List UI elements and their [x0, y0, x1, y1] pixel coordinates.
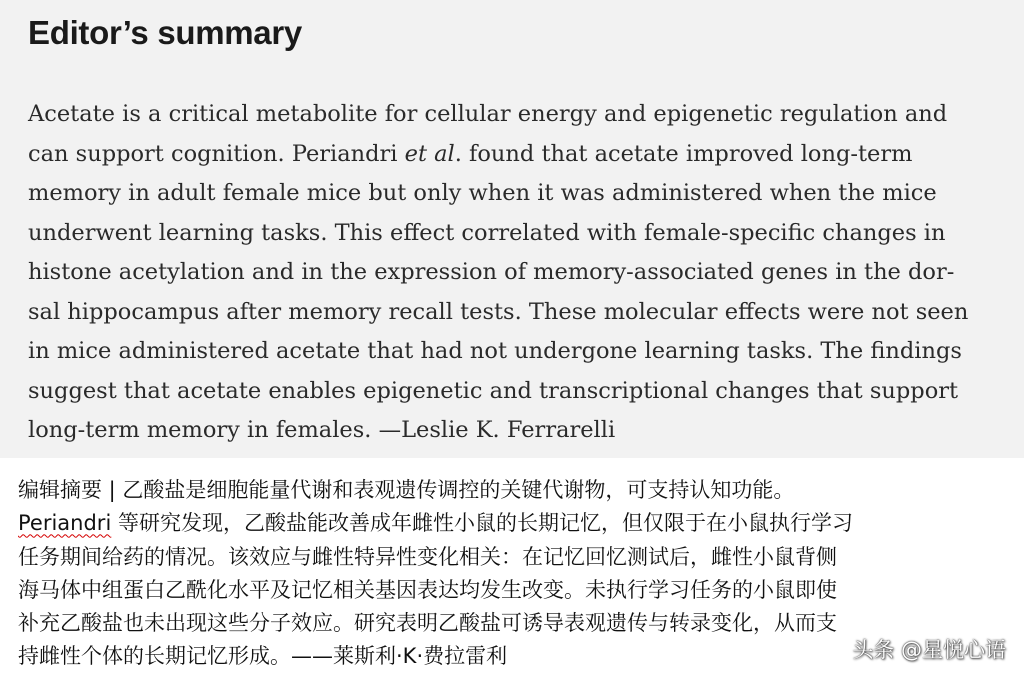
spellcheck-underlined-word: Periandri: [18, 511, 112, 536]
translation-line: [18, 507, 1018, 540]
summary-body: [28, 95, 998, 451]
watermark: 头条 @星悦心语: [852, 638, 1006, 662]
summary-line: sal hippocampus after memory recall tests. These molecular effects were not seen: [28, 298, 969, 325]
summary-line: suggest that acetate enables epigenetic and transcriptional changes that support: [28, 377, 959, 404]
summary-line: Acetate is a critical metabolite for cellular energy and epigenetic regulation and: [28, 101, 948, 127]
translation-line: 任务期间给药的情况。该效应与雌性特异性变化相关：在记忆回忆测试后，雌性小鼠背侧: [18, 544, 837, 569]
translation-text: 等研究发现，乙酸盐能改善成年雌性小鼠的长期记忆，但仅限于在小鼠执行学习: [111, 511, 853, 536]
translation-line: 持雌性个体的长期记忆形成。——莱斯利·K·费拉雷利: [18, 644, 508, 669]
summary-line: underwent learning tasks. This effect correlated with female-specific changes in: [28, 219, 946, 246]
summary-text: can support cognition. Periandri: [28, 140, 405, 167]
summary-text: . found that acetate improved long-term: [454, 140, 913, 167]
summary-line: memory in adult female mice but only when it was administered when the mice: [28, 180, 937, 206]
translation-line: 补充乙酸盐也未出现这些分子效应。研究表明乙酸盐可诱导表观遗传与转录变化，从而支: [18, 611, 837, 636]
translation-line: 海马体中组蛋白乙酰化水平及记忆相关基因表达均发生改变。未执行学习任务的小鼠即使: [18, 577, 837, 602]
summary-line: histone acetylation and in the expression of memory-associated genes in the dor-: [28, 259, 955, 285]
summary-line: [28, 135, 998, 175]
summary-italic-text: et al: [404, 140, 455, 167]
summary-line: long-term memory in females. —Leslie K. Ferrarelli: [28, 417, 616, 443]
translation-line: 编辑摘要 | 乙酸盐是细胞能量代谢和表观遗传调控的关键代谢物，可支持认知功能。: [18, 478, 795, 502]
summary-title: Editor’s summary: [28, 14, 302, 51]
summary-line: in mice administered acetate that had not undergone learning tasks. The findings: [28, 338, 962, 364]
